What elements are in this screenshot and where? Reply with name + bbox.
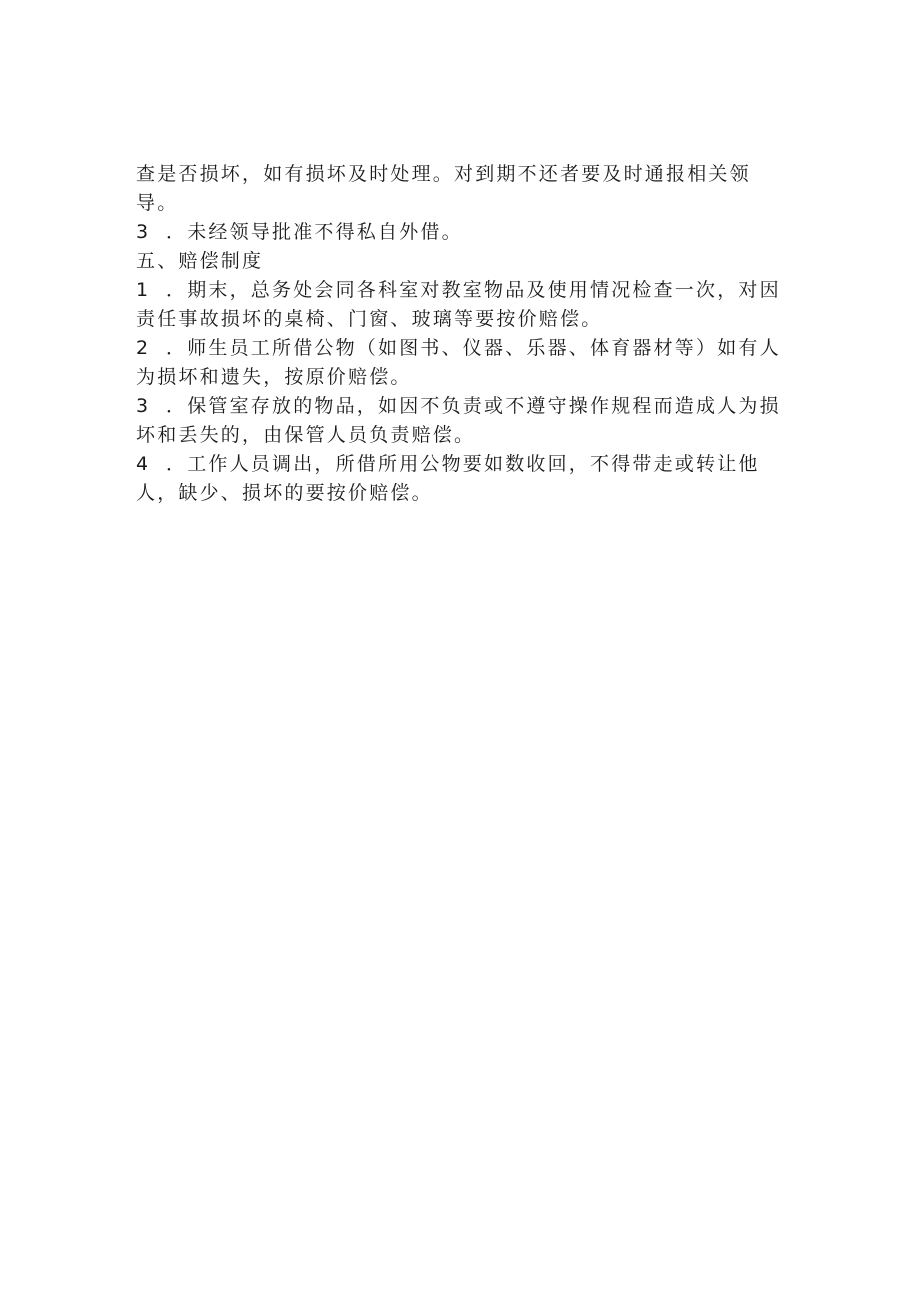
section-heading-compensation [136, 247, 796, 276]
text-line: 为损坏和遗失，按原价赔偿。 [136, 366, 412, 388]
paragraph-item-3-storage [136, 392, 796, 450]
heading-text: 五、赔偿制度 [136, 250, 264, 272]
text-line: 责任事故损坏的桌椅、门窗、玻璃等要按价赔偿。 [136, 308, 603, 330]
item-text: ．师生员工所借公物（如图书、仪器、乐器、体育器材等）如有人 [166, 337, 781, 359]
item-number: 4 [136, 453, 149, 475]
item-number: 3 [136, 395, 149, 417]
paragraph-continuation [136, 160, 796, 218]
text-line [136, 392, 796, 421]
paragraph-item-3-lending [136, 218, 796, 247]
text-line [136, 218, 796, 247]
text-line: 坏和丢失的，由保管人员负责赔偿。 [136, 424, 476, 446]
text-line [136, 276, 796, 305]
document-body [136, 160, 796, 508]
item-number: 1 [136, 279, 149, 301]
text-line: 查是否损坏，如有损坏及时处理。对到期不还者要及时通报相关领 [136, 163, 751, 185]
paragraph-item-2 [136, 334, 796, 392]
text-line: 导。 [136, 192, 179, 214]
item-text: ．期末，总务处会同各科室对教室物品及使用情况检查一次，对因 [166, 279, 781, 301]
item-number: 2 [136, 337, 149, 359]
paragraph-item-4 [136, 450, 796, 508]
item-text: ．工作人员调出，所借所用公物要如数收回，不得带走或转让他 [166, 453, 760, 475]
paragraph-item-1 [136, 276, 796, 334]
item-number: 3 [136, 221, 149, 243]
text-line [136, 334, 796, 363]
item-text: ．未经领导批准不得私自外借。 [166, 221, 463, 243]
text-line: 人，缺少、损坏的要按价赔偿。 [136, 482, 433, 504]
item-text: ．保管室存放的物品，如因不负责或不遵守操作规程而造成人为损 [166, 395, 781, 417]
text-line [136, 450, 796, 479]
